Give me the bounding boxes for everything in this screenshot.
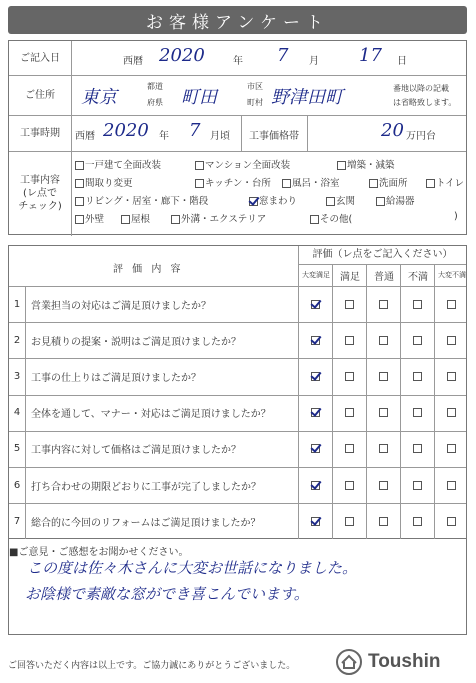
checkbox[interactable]	[376, 197, 385, 206]
rating-checkbox[interactable]	[345, 408, 354, 417]
rating-checkbox[interactable]	[413, 444, 422, 453]
rating-cell	[400, 395, 435, 431]
work-option[interactable]	[121, 211, 150, 225]
rating-checkbox[interactable]	[447, 481, 456, 490]
price-divider-2	[307, 115, 308, 151]
work-content-label-1: 工事内容	[20, 175, 60, 186]
checkbox[interactable]	[195, 179, 204, 188]
address-prefecture[interactable]: 東京	[81, 87, 117, 108]
survey-title: お客様アンケート	[8, 6, 467, 34]
eval-header	[9, 246, 466, 287]
work-option-label: 給湯器	[386, 196, 415, 207]
question-text: お見積りの提案・説明はご満足頂けましたか？	[31, 336, 241, 348]
work-year-unit: 年	[159, 131, 169, 142]
work-period-row	[9, 115, 466, 152]
eval-row	[9, 322, 466, 359]
question-text: 全体を通して、マナー・対応はご満足頂けましたか？	[31, 409, 271, 421]
comments-line-1[interactable]: この度は佐々木さんに大変お世話になりました。	[27, 559, 358, 577]
rating-checkbox[interactable]	[379, 517, 388, 526]
rating-checkbox[interactable]	[379, 408, 388, 417]
question-text: 工事の仕上りはご満足頂けましたか？	[31, 372, 201, 384]
eval-row	[9, 286, 466, 323]
checkbox[interactable]	[171, 215, 180, 224]
work-content-label-3: チェック)	[18, 201, 62, 212]
rating-cell	[366, 286, 401, 322]
rating-cell	[434, 286, 469, 322]
work-option[interactable]	[75, 157, 161, 171]
footer-text: ご回答いただく内容は以上です。ご協力誠にありがとうございました。	[8, 661, 296, 671]
rating-checkbox[interactable]	[311, 336, 320, 345]
comments-label: ■ご意見・ご感想をお聞かせください。	[9, 547, 189, 558]
work-option[interactable]	[326, 193, 355, 207]
work-option-label: 玄関	[336, 196, 356, 207]
house-logo-icon	[336, 649, 362, 675]
rating-checkbox[interactable]	[345, 517, 354, 526]
eval-row	[9, 467, 466, 504]
work-option[interactable]	[75, 175, 133, 189]
rating-cell	[366, 503, 401, 539]
work-option[interactable]	[376, 193, 415, 207]
rating-column-header: 普通	[366, 264, 401, 286]
rating-cell	[434, 395, 469, 431]
rating-checkbox[interactable]	[413, 481, 422, 490]
rating-cell	[332, 431, 367, 467]
city-unit-top: 市区	[247, 82, 263, 91]
work-option[interactable]	[171, 211, 266, 225]
question-number: 7	[9, 503, 26, 539]
rating-cell	[332, 467, 367, 503]
work-option-label: 洗面所	[379, 178, 408, 189]
price-divider	[241, 115, 242, 151]
checkbox[interactable]	[249, 197, 258, 206]
rating-checkbox[interactable]	[345, 481, 354, 490]
footer-logo	[336, 649, 440, 675]
rating-cell	[434, 322, 469, 358]
work-option-label: 一戸建て全面改装	[85, 160, 162, 171]
address-row	[9, 75, 466, 116]
question-number: 2	[9, 322, 26, 358]
rating-checkbox[interactable]	[447, 372, 456, 381]
entry-date-row	[9, 41, 466, 76]
rating-checkbox[interactable]	[311, 408, 320, 417]
work-option-label: 風呂・浴室	[292, 178, 340, 189]
rating-cell	[400, 286, 435, 322]
address-note-1: 番地以降の記載	[393, 84, 449, 93]
rating-column-header: 不満	[400, 264, 435, 286]
rating-cell	[400, 431, 435, 467]
work-option[interactable]	[426, 175, 464, 189]
comments-box	[8, 539, 467, 635]
rating-cell	[366, 322, 401, 358]
address-town[interactable]: 野津田町	[271, 87, 343, 108]
info-section	[8, 40, 467, 235]
checkbox[interactable]	[75, 197, 84, 206]
work-option-label: 外溝・エクステリア	[181, 214, 267, 225]
work-option-label: 間取り変更	[85, 178, 133, 189]
work-option[interactable]	[310, 211, 352, 225]
work-option[interactable]	[75, 193, 208, 207]
rating-checkbox[interactable]	[311, 444, 320, 453]
rating-cell	[332, 286, 367, 322]
entry-era: 西暦	[123, 56, 143, 67]
rating-checkbox[interactable]	[413, 372, 422, 381]
checkbox[interactable]	[121, 215, 130, 224]
work-period-label: 工事時期	[9, 115, 72, 151]
rating-column-header: 大変満足	[298, 264, 333, 286]
rating-cell	[434, 503, 469, 539]
rating-checkbox[interactable]	[447, 444, 456, 453]
work-option[interactable]	[337, 157, 395, 171]
entry-year[interactable]: 2020	[159, 45, 205, 66]
other-close-paren: )	[454, 211, 458, 222]
rating-cell	[298, 286, 333, 322]
rating-cell	[298, 358, 333, 394]
entry-day[interactable]: 17	[359, 45, 382, 66]
rating-cell	[298, 322, 333, 358]
checkbox[interactable]	[337, 161, 346, 170]
checkbox[interactable]	[326, 197, 335, 206]
work-option-label: リビング・居室・廊下・階段	[85, 196, 209, 207]
eval-row	[9, 395, 466, 432]
rating-cell	[298, 503, 333, 539]
work-content-label-2: (レ点で	[23, 188, 57, 199]
rating-checkbox[interactable]	[447, 300, 456, 309]
rating-checkbox[interactable]	[311, 372, 320, 381]
rating-checkbox[interactable]	[447, 517, 456, 526]
address-city[interactable]: 町田	[181, 87, 217, 108]
checkbox[interactable]	[310, 215, 319, 224]
rating-cell	[400, 322, 435, 358]
rating-cell	[366, 395, 401, 431]
question-number: 6	[9, 467, 26, 503]
address-label: ご住所	[9, 75, 72, 115]
checkbox[interactable]	[195, 161, 204, 170]
rating-cell	[332, 322, 367, 358]
work-option[interactable]	[75, 211, 104, 225]
pref-unit-bottom: 府県	[147, 98, 163, 107]
rating-checkbox[interactable]	[345, 336, 354, 345]
rating-column-header: 大変不満	[434, 264, 469, 286]
work-option-label: 窓まわり	[259, 196, 298, 207]
rating-cell	[400, 467, 435, 503]
work-option-label: 増築・減築	[347, 160, 395, 171]
work-content-row	[9, 151, 466, 236]
entry-month-unit: 月	[309, 56, 319, 67]
question-number: 5	[9, 431, 26, 467]
work-option[interactable]	[369, 175, 408, 189]
checkbox[interactable]	[369, 179, 378, 188]
rating-cell	[298, 431, 333, 467]
work-option-label: キッチン・台所	[205, 178, 271, 189]
price-label: 工事価格帯	[249, 131, 299, 142]
rating-cell	[332, 358, 367, 394]
rating-checkbox[interactable]	[379, 372, 388, 381]
rating-checkbox[interactable]	[379, 300, 388, 309]
question-number: 4	[9, 395, 26, 431]
rating-checkbox[interactable]	[413, 300, 422, 309]
rating-checkbox[interactable]	[345, 444, 354, 453]
rating-checkbox[interactable]	[311, 300, 320, 309]
entry-month[interactable]: 7	[277, 45, 289, 66]
work-option-label: トイレ	[436, 178, 465, 189]
eval-row	[9, 503, 466, 539]
eval-content-header: 評 価 内 容	[113, 264, 184, 275]
rating-cell	[434, 358, 469, 394]
work-month[interactable]: 7	[189, 120, 201, 141]
city-unit-bottom: 町村	[247, 98, 263, 107]
entry-day-unit: 日	[397, 56, 407, 67]
eval-row	[9, 431, 466, 468]
pref-unit-top: 都道	[147, 82, 163, 91]
entry-date-label: ご記入日	[9, 41, 72, 75]
rating-cell	[434, 467, 469, 503]
question-text: 総合的に今回のリフォームはご満足頂けましたか？	[31, 517, 261, 529]
rating-checkbox[interactable]	[379, 336, 388, 345]
comments-line-2[interactable]: お陰様で素敵な窓ができ喜こんでいます。	[25, 585, 309, 603]
entry-year-unit: 年	[233, 56, 243, 67]
rating-cell	[400, 503, 435, 539]
rating-cell	[366, 431, 401, 467]
work-year[interactable]: 2020	[103, 120, 149, 141]
rating-checkbox[interactable]	[413, 336, 422, 345]
work-option[interactable]	[195, 157, 290, 171]
evaluation-table	[8, 245, 467, 539]
rating-checkbox[interactable]	[379, 481, 388, 490]
rating-checkbox[interactable]	[345, 300, 354, 309]
rating-checkbox[interactable]	[447, 336, 456, 345]
checkbox[interactable]	[75, 161, 84, 170]
price-value[interactable]: 20	[381, 120, 404, 141]
rating-cell	[400, 358, 435, 394]
question-number: 3	[9, 358, 26, 394]
rating-checkbox[interactable]	[311, 517, 320, 526]
question-text: 営業担当の対応はご満足頂けましたか？	[31, 300, 211, 312]
price-unit: 万円台	[406, 131, 436, 142]
rating-checkbox[interactable]	[311, 481, 320, 490]
rating-column-header: 満足	[332, 264, 367, 286]
checkbox[interactable]	[75, 179, 84, 188]
rating-cell	[332, 503, 367, 539]
rating-checkbox[interactable]	[379, 444, 388, 453]
address-note-2: は省略致します。	[393, 98, 457, 107]
checkbox[interactable]	[282, 179, 291, 188]
rating-checkbox[interactable]	[447, 408, 456, 417]
rating-cell	[332, 395, 367, 431]
rating-cell	[298, 467, 333, 503]
rating-checkbox[interactable]	[345, 372, 354, 381]
logo-text: Toushin	[368, 651, 441, 672]
rating-cell	[366, 467, 401, 503]
rating-checkbox[interactable]	[413, 517, 422, 526]
work-option[interactable]	[282, 175, 340, 189]
work-option-label: マンション全面改装	[205, 160, 291, 171]
work-era: 西暦	[75, 131, 95, 142]
work-option-label: 屋根	[131, 214, 151, 225]
work-month-unit: 月頃	[210, 131, 230, 142]
work-option-label: その他(	[320, 214, 353, 225]
question-number: 1	[9, 286, 26, 322]
rating-cell	[298, 395, 333, 431]
rating-header: 評価（レ点をご記入ください）	[298, 246, 466, 265]
work-option-label: 外壁	[85, 214, 105, 225]
question-text: 打ち合わせの期限どおりに工事が完了しましたか？	[31, 481, 261, 493]
work-option[interactable]	[249, 193, 297, 207]
rating-cell	[434, 431, 469, 467]
question-text: 工事内容に対して価格はご満足頂けましたか？	[31, 445, 241, 457]
eval-row	[9, 358, 466, 395]
checkbox[interactable]	[75, 215, 84, 224]
rating-checkbox[interactable]	[413, 408, 422, 417]
rating-cell	[366, 358, 401, 394]
work-option[interactable]	[195, 175, 271, 189]
checkbox[interactable]	[426, 179, 435, 188]
work-content-label	[9, 151, 72, 236]
